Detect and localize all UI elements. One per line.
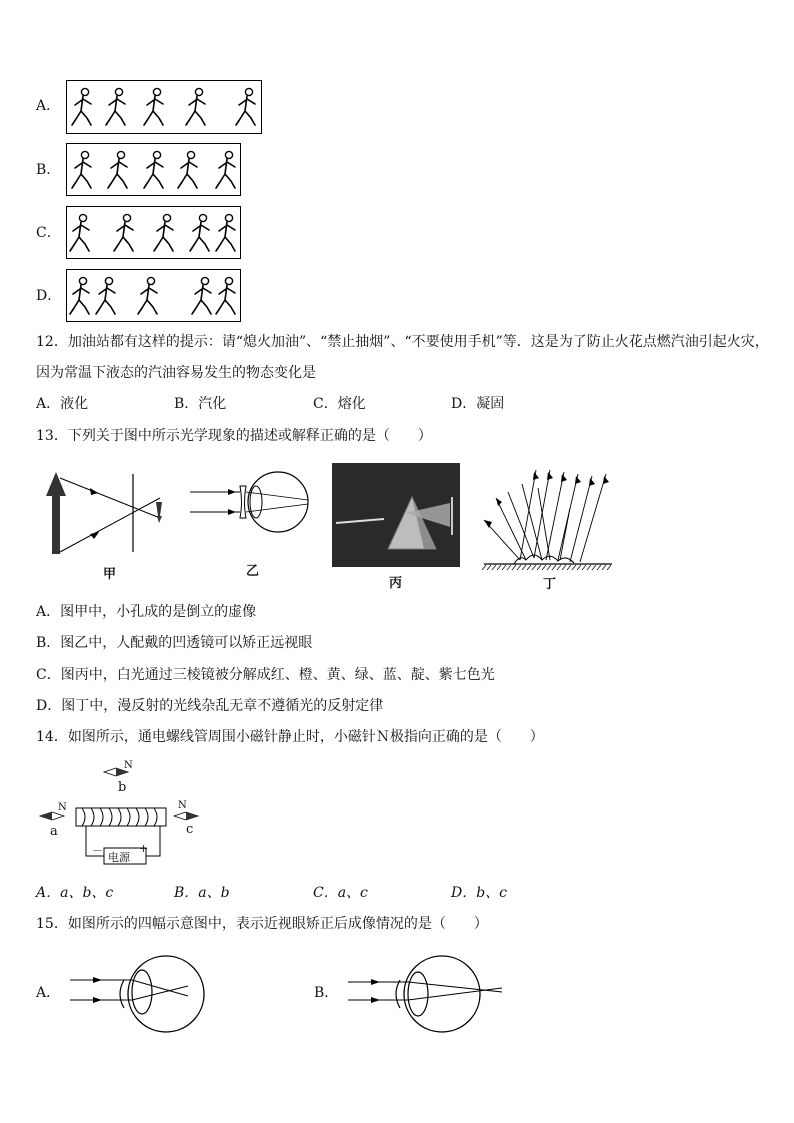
q13-caption-ding: 丁 xyxy=(543,577,557,592)
coil-turn xyxy=(118,808,121,826)
q15-diagram-b-eye xyxy=(346,952,506,1036)
q12-stem-line2: 因为常温下液态的汽油容易发生的物态变化是 xyxy=(36,365,316,381)
coil-turn xyxy=(100,808,103,826)
q12-option-c: C．熔化 xyxy=(313,396,366,412)
q13-diagram-eye-lens xyxy=(188,470,314,550)
q13-stem: 13．下列关于图中所示光学现象的描述或解释正确的是（ ） xyxy=(36,428,432,444)
coil-turn xyxy=(145,808,148,826)
q14-label-n-c: N xyxy=(178,800,187,811)
walking-person-icon xyxy=(190,214,209,251)
q14-label-power: 电源 xyxy=(108,851,130,864)
q14-option-d: D．b、c xyxy=(451,885,508,901)
walking-person-icon xyxy=(72,151,91,188)
q13-caption-yi: 乙 xyxy=(246,564,260,579)
coil-turn xyxy=(127,808,130,826)
coil-turn xyxy=(82,808,85,826)
walking-person-icon xyxy=(96,277,115,314)
walking-person-icon xyxy=(216,277,235,314)
q14-option-c: C．a、c xyxy=(313,885,368,901)
q11-option-b-figure xyxy=(66,143,241,196)
q13-option-b: B．图乙中，人配戴的凹透镜可以矫正远视眼 xyxy=(36,635,313,651)
q11-option-d-label: D． xyxy=(36,288,62,304)
walking-person-icon xyxy=(144,88,163,125)
walking-person-icon xyxy=(70,277,89,314)
q11-option-d-figure xyxy=(66,269,241,322)
walking-person-icon xyxy=(72,88,91,125)
q14-label-n-a: N xyxy=(58,802,67,813)
q15-option-b-label: B． xyxy=(314,985,339,1001)
walking-person-icon xyxy=(178,151,197,188)
walking-person-icon xyxy=(186,88,205,125)
q12-stem-line1: 12．加油站都有这样的提示：请“熄火加油”、“禁止抽烟”、“不要使用手机”等．这是为了防止火花点燃汽油引起火灾， xyxy=(36,334,769,350)
q14-label-plus: + xyxy=(139,842,149,855)
q13-caption-bing: 丙 xyxy=(389,576,403,591)
q14-option-a: A．a、b、c xyxy=(36,885,114,901)
q15-stem: 15．如图所示的四幅示意图中，表示近视眼矫正后成像情况的是（ ） xyxy=(36,916,488,932)
walker-row-c xyxy=(67,207,240,258)
walking-person-icon xyxy=(114,214,133,251)
q15-diagram-a-eye xyxy=(66,952,216,1036)
walker-row-d xyxy=(67,270,240,321)
coil-turn xyxy=(109,808,112,826)
q15-option-a-label: A． xyxy=(36,985,61,1001)
q14-stem: 14．如图所示，通电螺线管周围小磁针静止时，小磁针Ｎ极指向正确的是（ ） xyxy=(36,729,544,745)
q13-diagram-diffuse-reflection xyxy=(480,468,616,572)
q13-option-c: C．图丙中，白光通过三棱镜被分解成红、橙、黄、绿、蓝、靛、紫七色光 xyxy=(36,667,495,683)
walking-person-icon xyxy=(106,88,125,125)
walking-person-icon xyxy=(70,214,89,251)
q11-option-c-figure xyxy=(66,206,241,259)
q14-label-n-b: N xyxy=(124,760,133,771)
q14-option-b: B．a、b xyxy=(174,885,230,901)
q11-option-a-label: A． xyxy=(36,98,61,114)
q13-diagram-pinhole xyxy=(44,468,168,558)
walker-row-b xyxy=(67,144,240,195)
walking-person-icon xyxy=(138,277,157,314)
q12-option-b: B．汽化 xyxy=(174,396,227,412)
walking-person-icon xyxy=(192,277,211,314)
q12-option-a: A．液化 xyxy=(36,396,89,412)
q12-option-d: D．凝固 xyxy=(451,396,505,412)
walking-person-icon xyxy=(108,151,127,188)
q11-option-c-label: C． xyxy=(36,225,61,241)
q13-caption-jia: 甲 xyxy=(103,567,117,582)
q14-label-a: a xyxy=(50,824,58,839)
coil-turn xyxy=(154,808,157,826)
walking-person-icon xyxy=(216,151,235,188)
q11-option-a-figure xyxy=(66,80,262,134)
coil-turn xyxy=(91,808,94,826)
q14-label-c: c xyxy=(186,822,194,837)
q13-option-d: D．图丁中，漫反射的光线杂乱无章不遵循光的反射定律 xyxy=(36,698,384,714)
walking-person-icon xyxy=(144,151,163,188)
q14-label-minus: － xyxy=(92,844,103,857)
walking-person-icon xyxy=(154,214,173,251)
walker-row-a xyxy=(67,81,261,133)
walking-person-icon xyxy=(216,214,235,251)
walking-person-icon xyxy=(236,88,255,125)
q14-label-b: b xyxy=(118,780,127,795)
q13-option-a: A．图甲中，小孔成的是倒立的虚像 xyxy=(36,604,257,620)
q11-option-b-label: B． xyxy=(36,162,61,178)
coil-turn xyxy=(136,808,139,826)
q13-diagram-prism xyxy=(332,463,460,567)
